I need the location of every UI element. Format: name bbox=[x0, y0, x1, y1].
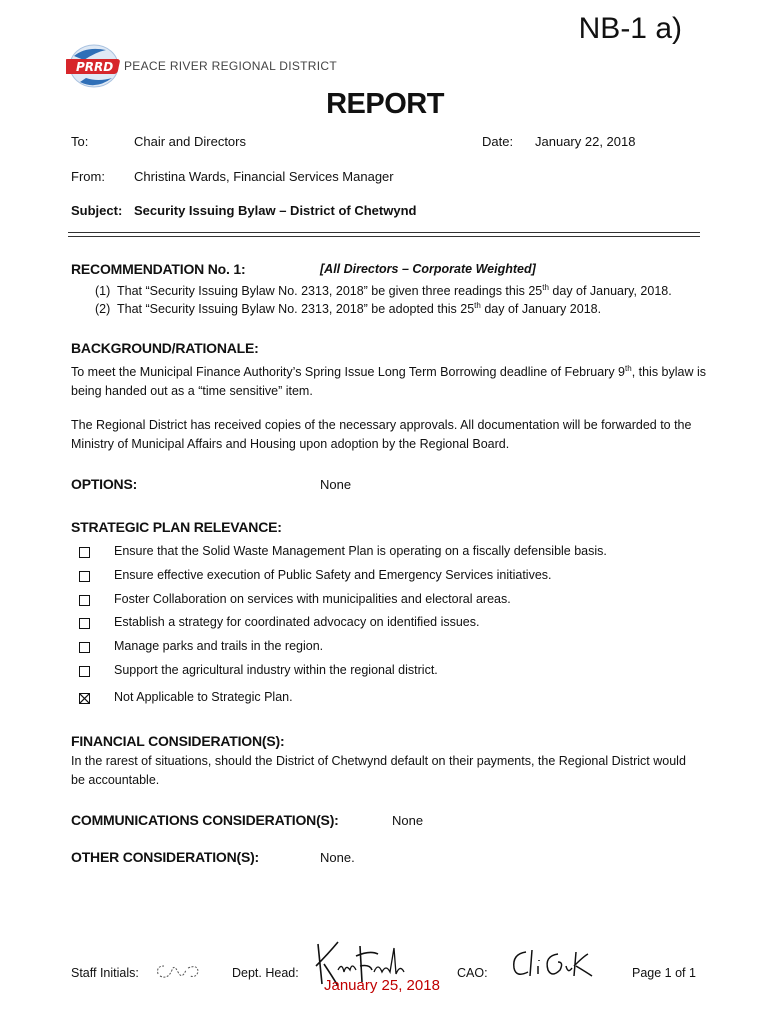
organization-name: PEACE RIVER REGIONAL DISTRICT bbox=[124, 59, 337, 73]
date-label: Date: bbox=[482, 134, 514, 149]
dept-head-sign-date: January 25, 2018 bbox=[324, 977, 440, 994]
recommendation-heading: RECOMMENDATION No. 1: bbox=[71, 261, 246, 277]
from-label: From: bbox=[71, 169, 105, 184]
staff-initials-signature bbox=[154, 958, 202, 982]
date-value: January 22, 2018 bbox=[535, 134, 636, 149]
subject-value: Security Issuing Bylaw – District of Chetwynd bbox=[134, 203, 417, 218]
recommendation-item-2: (2) That “Security Issuing Bylaw No. 2313, 2018” be adopted this 25th day of January 2018. bbox=[95, 301, 602, 317]
checkbox[interactable] bbox=[79, 642, 90, 653]
background-paragraph-2: The Regional District has received copies of the necessary approvals. All documentation will be forwarded to the Ministry of Municipal Affairs and Housing upon adoption by the Regional Board. bbox=[71, 418, 692, 451]
dept-head-label: Dept. Head: bbox=[232, 966, 299, 980]
from-value: Christina Wards, Financial Services Manager bbox=[134, 169, 394, 184]
staff-initials-label: Staff Initials: bbox=[71, 966, 139, 980]
financial-heading: FINANCIAL CONSIDERATION(S): bbox=[71, 733, 285, 749]
checkbox[interactable] bbox=[79, 666, 90, 677]
to-value: Chair and Directors bbox=[134, 134, 246, 149]
other-heading: OTHER CONSIDERATION(S): bbox=[71, 849, 260, 865]
page-number: Page 1 of 1 bbox=[632, 966, 696, 980]
strategic-plan-item: Ensure effective execution of Public Safety and Emergency Services initiatives. bbox=[114, 568, 552, 582]
prrd-logo bbox=[66, 42, 126, 92]
checkbox[interactable] bbox=[79, 618, 90, 629]
cao-signature bbox=[508, 944, 604, 984]
checkbox[interactable] bbox=[79, 547, 90, 558]
communications-value: None bbox=[392, 813, 424, 828]
background-heading: BACKGROUND/RATIONALE: bbox=[71, 340, 259, 356]
strategic-plan-item: Support the agricultural industry within the regional district. bbox=[114, 663, 438, 677]
checkbox-checked[interactable] bbox=[79, 693, 90, 704]
strategic-plan-item: Not Applicable to Strategic Plan. bbox=[114, 690, 293, 704]
strategic-plan-item: Ensure that the Solid Waste Management Plan is operating on a fiscally defensible basis. bbox=[114, 544, 607, 558]
checkbox[interactable] bbox=[79, 571, 90, 582]
checkbox[interactable] bbox=[79, 595, 90, 606]
communications-heading: COMMUNICATIONS CONSIDERATION(S): bbox=[71, 812, 339, 828]
subject-label: Subject: bbox=[71, 203, 123, 218]
strategic-plan-item: Establish a strategy for coordinated advocacy on identified issues. bbox=[114, 615, 480, 629]
other-value: None. bbox=[320, 850, 355, 865]
to-label: To: bbox=[71, 134, 89, 149]
background-paragraph-1: To meet the Municipal Finance Authority’s Spring Issue Long Term Borrowing deadline of February 9th, this bylaw is being handed out as a “time sensitive” item. bbox=[71, 364, 707, 399]
financial-text: In the rarest of situations, should the District of Chetwynd default on their payments, the Regional District would be accountable. bbox=[71, 754, 686, 787]
options-value: None bbox=[320, 477, 352, 492]
options-heading: OPTIONS: bbox=[71, 476, 138, 492]
strategic-plan-item: Manage parks and trails in the region. bbox=[114, 639, 324, 653]
recommendation-item-1: (1) That “Security Issuing Bylaw No. 2313, 2018” be given three readings this 25th day of January, 2018. bbox=[95, 283, 672, 299]
agenda-reference: NB-1 a) bbox=[578, 12, 682, 45]
recommendation-vote: [All Directors – Corporate Weighted] bbox=[320, 262, 536, 276]
report-title: REPORT bbox=[326, 88, 444, 120]
cao-label: CAO: bbox=[457, 966, 488, 980]
x-mark-icon bbox=[80, 694, 89, 703]
logo-text: PRRD bbox=[76, 60, 114, 74]
strategic-plan-item: Foster Collaboration on services with municipalities and electoral areas. bbox=[114, 592, 511, 606]
strategic-heading: STRATEGIC PLAN RELEVANCE: bbox=[71, 519, 282, 535]
header-divider bbox=[68, 232, 700, 237]
